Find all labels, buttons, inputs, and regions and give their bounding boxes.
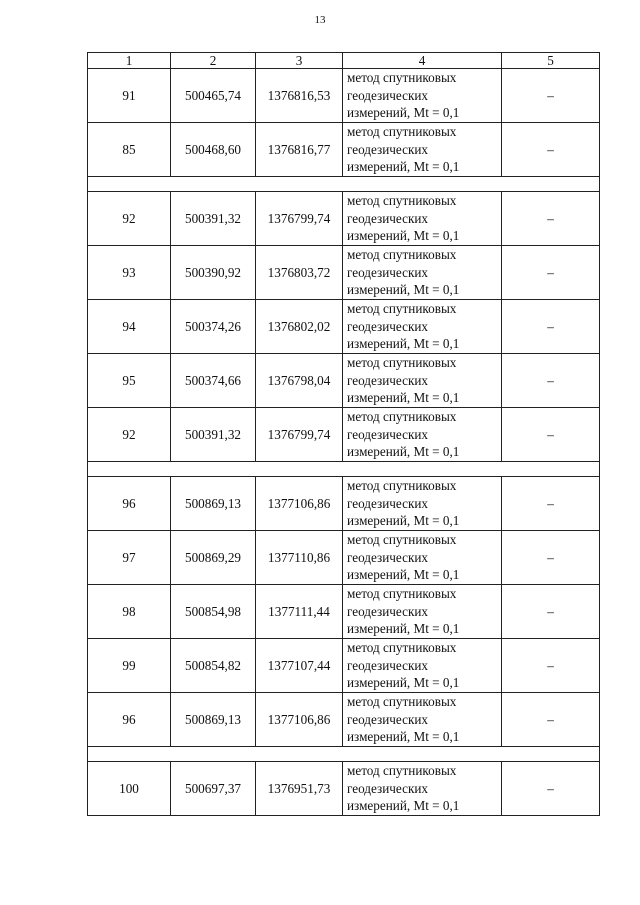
method-cell [343, 531, 502, 585]
point-number-cell: 92 [88, 192, 171, 246]
method-line: метод спутниковых [347, 124, 457, 140]
method-line: геодезических [347, 210, 429, 226]
note-cell: – [502, 69, 600, 123]
header-col-1: 1 [88, 53, 171, 69]
method-line: метод спутниковых [347, 409, 457, 425]
method-line: измерений, Mt = 0,1 [347, 159, 460, 175]
method-cell [343, 69, 502, 123]
separator-cell [88, 177, 600, 192]
method-line: геодезических [347, 711, 429, 727]
separator-cell [88, 462, 600, 477]
point-number-cell: 96 [88, 693, 171, 747]
point-number-cell: 97 [88, 531, 171, 585]
table-row [88, 246, 600, 300]
table-row [88, 192, 600, 246]
method-line: геодезических [347, 141, 429, 157]
method-line: измерений, Mt = 0,1 [347, 228, 460, 244]
method-line: геодезических [347, 603, 429, 619]
point-number-cell: 95 [88, 354, 171, 408]
table-separator-row [88, 747, 600, 762]
method-line: метод спутниковых [347, 247, 457, 263]
table-row [88, 300, 600, 354]
coord-y-cell: 1376816,77 [256, 123, 343, 177]
header-col-4: 4 [343, 53, 502, 69]
method-line: измерений, Mt = 0,1 [347, 105, 460, 121]
note-cell: – [502, 477, 600, 531]
table-row [88, 354, 600, 408]
method-line: метод спутниковых [347, 640, 457, 656]
table-row [88, 639, 600, 693]
method-line: метод спутниковых [347, 694, 457, 710]
coord-x-cell: 500468,60 [171, 123, 256, 177]
coord-x-cell: 500869,13 [171, 477, 256, 531]
method-line: измерений, Mt = 0,1 [347, 621, 460, 637]
method-cell [343, 192, 502, 246]
note-cell: – [502, 762, 600, 816]
method-cell [343, 639, 502, 693]
table-row [88, 123, 600, 177]
method-cell [343, 300, 502, 354]
table-body [88, 69, 600, 816]
coord-x-cell: 500390,92 [171, 246, 256, 300]
method-cell [343, 354, 502, 408]
method-cell [343, 246, 502, 300]
header-col-5: 5 [502, 53, 600, 69]
method-line: геодезических [347, 372, 429, 388]
coordinates-table [87, 52, 600, 816]
coord-x-cell: 500465,74 [171, 69, 256, 123]
method-line: измерений, Mt = 0,1 [347, 282, 460, 298]
coord-x-cell: 500697,37 [171, 762, 256, 816]
method-cell [343, 585, 502, 639]
coord-y-cell: 1377106,86 [256, 693, 343, 747]
header-col-3: 3 [256, 53, 343, 69]
method-line: геодезических [347, 87, 429, 103]
method-line: измерений, Mt = 0,1 [347, 729, 460, 745]
method-cell [343, 408, 502, 462]
table-row [88, 531, 600, 585]
coord-y-cell: 1376803,72 [256, 246, 343, 300]
table-row [88, 585, 600, 639]
table-row [88, 408, 600, 462]
method-cell [343, 477, 502, 531]
coord-y-cell: 1376816,53 [256, 69, 343, 123]
table-header-row [88, 53, 600, 69]
coord-y-cell: 1377106,86 [256, 477, 343, 531]
table-row [88, 693, 600, 747]
point-number-cell: 98 [88, 585, 171, 639]
coord-x-cell: 500391,32 [171, 192, 256, 246]
note-cell: – [502, 585, 600, 639]
method-line: измерений, Mt = 0,1 [347, 390, 460, 406]
coord-y-cell: 1376798,04 [256, 354, 343, 408]
method-cell [343, 693, 502, 747]
method-line: геодезических [347, 264, 429, 280]
method-line: метод спутниковых [347, 193, 457, 209]
note-cell: – [502, 300, 600, 354]
coord-y-cell: 1376951,73 [256, 762, 343, 816]
method-line: измерений, Mt = 0,1 [347, 513, 460, 529]
coord-x-cell: 500854,82 [171, 639, 256, 693]
method-line: измерений, Mt = 0,1 [347, 444, 460, 460]
coord-y-cell: 1376799,74 [256, 408, 343, 462]
method-line: геодезических [347, 318, 429, 334]
separator-cell [88, 747, 600, 762]
point-number-cell: 91 [88, 69, 171, 123]
method-line: метод спутниковых [347, 532, 457, 548]
coord-y-cell: 1377111,44 [256, 585, 343, 639]
method-line: геодезических [347, 780, 429, 796]
method-cell [343, 762, 502, 816]
method-cell [343, 123, 502, 177]
point-number-cell: 93 [88, 246, 171, 300]
method-line: геодезических [347, 426, 429, 442]
note-cell: – [502, 123, 600, 177]
coord-x-cell: 500374,26 [171, 300, 256, 354]
method-line: измерений, Mt = 0,1 [347, 336, 460, 352]
method-line: геодезических [347, 657, 429, 673]
method-line: измерений, Mt = 0,1 [347, 798, 460, 814]
method-line: метод спутниковых [347, 763, 457, 779]
method-line: метод спутниковых [347, 478, 457, 494]
note-cell: – [502, 639, 600, 693]
table-row [88, 69, 600, 123]
page-number: 13 [314, 14, 326, 26]
note-cell: – [502, 531, 600, 585]
method-line: геодезических [347, 549, 429, 565]
coord-y-cell: 1376799,74 [256, 192, 343, 246]
method-line: метод спутниковых [347, 301, 457, 317]
method-line: геодезических [347, 495, 429, 511]
point-number-cell: 94 [88, 300, 171, 354]
note-cell: – [502, 246, 600, 300]
method-line: измерений, Mt = 0,1 [347, 675, 460, 691]
method-line: метод спутниковых [347, 355, 457, 371]
table-separator-row [88, 177, 600, 192]
method-line: измерений, Mt = 0,1 [347, 567, 460, 583]
method-line: метод спутниковых [347, 70, 457, 86]
table-row [88, 762, 600, 816]
note-cell: – [502, 354, 600, 408]
point-number-cell: 92 [88, 408, 171, 462]
note-cell: – [502, 693, 600, 747]
note-cell: – [502, 408, 600, 462]
point-number-cell: 96 [88, 477, 171, 531]
coord-x-cell: 500869,13 [171, 693, 256, 747]
point-number-cell: 100 [88, 762, 171, 816]
coord-y-cell: 1376802,02 [256, 300, 343, 354]
coord-x-cell: 500854,98 [171, 585, 256, 639]
coord-y-cell: 1377110,86 [256, 531, 343, 585]
table-row [88, 477, 600, 531]
note-cell: – [502, 192, 600, 246]
coord-x-cell: 500391,32 [171, 408, 256, 462]
header-col-2: 2 [171, 53, 256, 69]
coord-y-cell: 1377107,44 [256, 639, 343, 693]
method-line: метод спутниковых [347, 586, 457, 602]
coord-x-cell: 500869,29 [171, 531, 256, 585]
table-separator-row [88, 462, 600, 477]
point-number-cell: 99 [88, 639, 171, 693]
point-number-cell: 85 [88, 123, 171, 177]
coord-x-cell: 500374,66 [171, 354, 256, 408]
